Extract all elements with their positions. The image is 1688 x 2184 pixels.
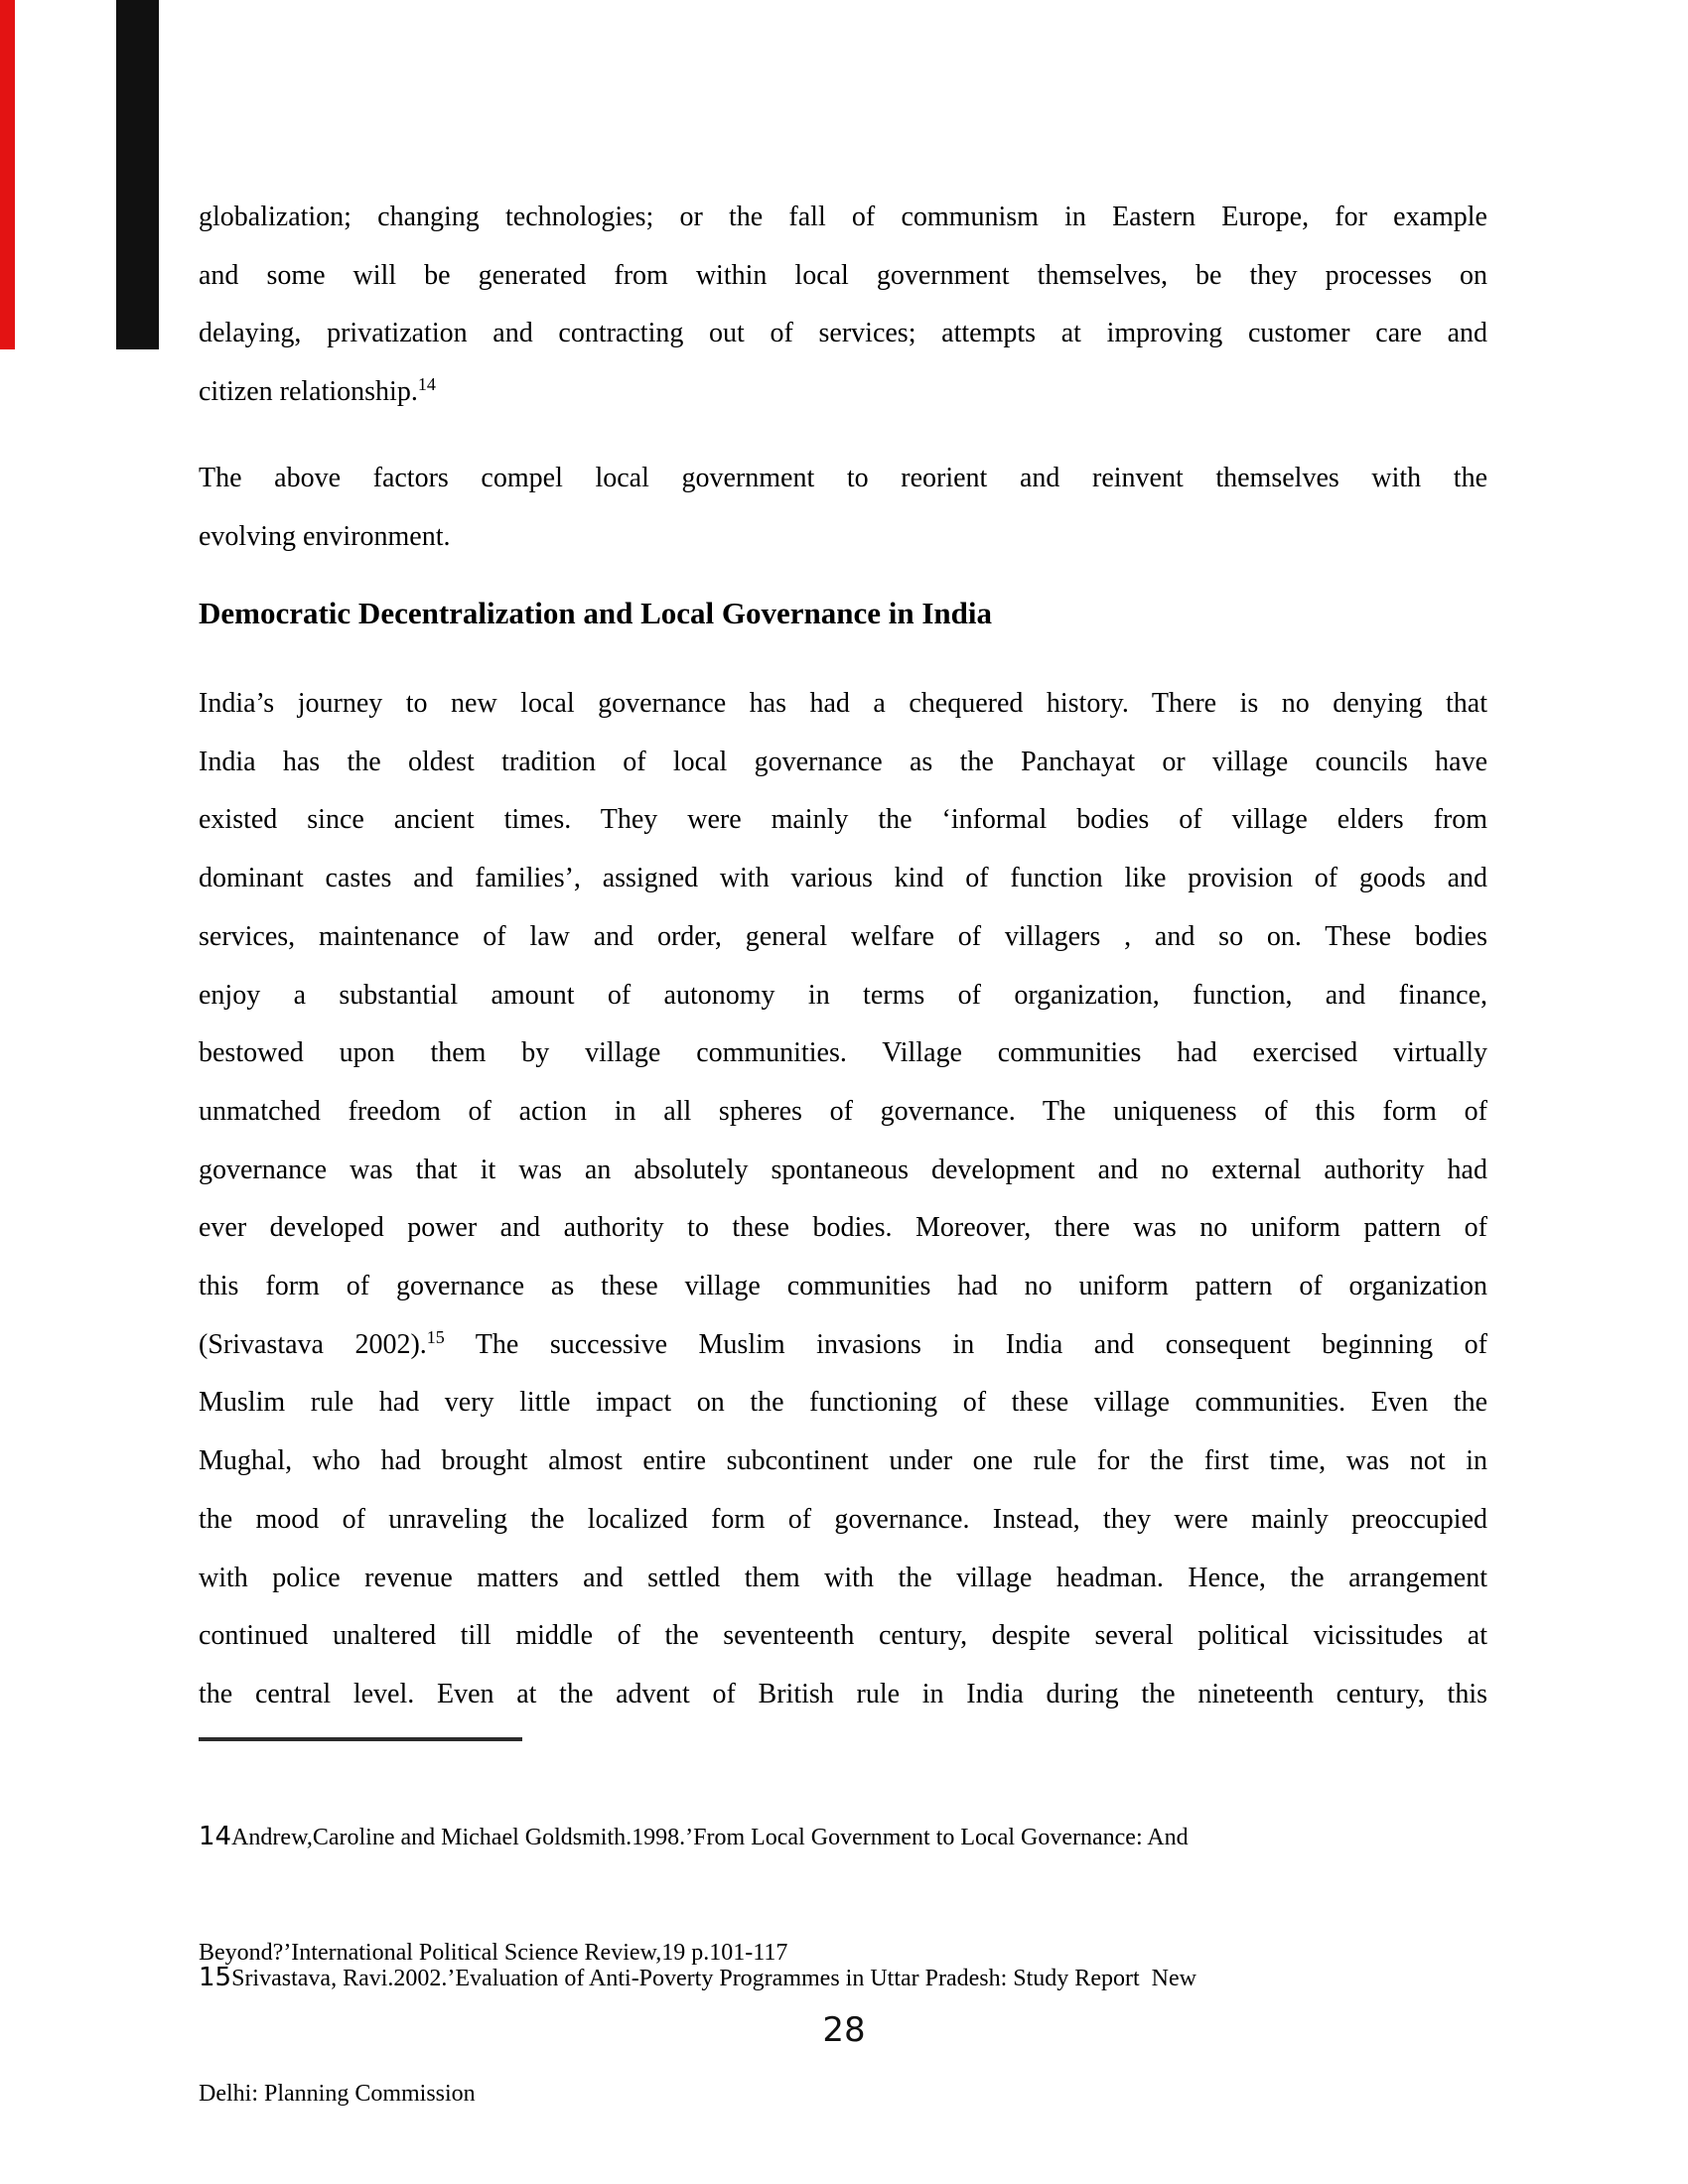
text-run: The successive Muslim invasions in India and consequent beginning of <box>444 1328 1487 1360</box>
black-edge-bar <box>116 0 159 349</box>
text-line: and some will be generated from within local government themselves, be they processes on <box>199 259 1487 291</box>
text-run: citizen relationship. <box>199 376 418 408</box>
footnote-line <box>199 1818 1489 1857</box>
text-line: governance was that it was an absolutely spontaneous development and no external authority had <box>199 1154 1487 1185</box>
text-line: Muslim rule had very little impact on the functioning of these village communities. Even the <box>199 1387 1487 1419</box>
page-number: 28 <box>822 2010 866 2050</box>
footnote-line: Delhi: Planning Commission <box>199 2080 476 2107</box>
text-line: globalization; changing technologies; or the fall of communism in Eastern Europe, for example <box>199 202 1487 232</box>
section-heading: Democratic Decentralization and Local Governance in India <box>199 596 993 630</box>
footnote-line <box>199 1959 1489 1998</box>
footnote-text: Andrew,Caroline and Michael Goldsmith.1998.’From Local Government to Local Governance: And <box>231 1825 1189 1850</box>
text-line: India has the oldest tradition of local governance as the Panchayat or village councils have <box>199 746 1487 777</box>
text-line: unmatched freedom of action in all spheres of governance. The uniqueness of this form of <box>199 1095 1487 1127</box>
text-line: this form of governance as these village communities had no uniform pattern of organization <box>199 1271 1487 1302</box>
text-line: Mughal, who had brought almost entire subcontinent under one rule for the first time, was not in <box>199 1445 1487 1477</box>
citation-text: (Srivastava 2002). <box>199 1328 427 1360</box>
footnote-text: Srivastava, Ravi.2002.’Evaluation of Anti-Poverty Programmes in Uttar Pradesh: Study Report New <box>231 1966 1196 1991</box>
text-line: bestowed upon them by village communities. Village communities had exercised virtually <box>199 1037 1487 1069</box>
text-line: with police revenue matters and settled them with the village headman. Hence, the arrangement <box>199 1562 1487 1593</box>
text-line: The above factors compel local government to reorient and reinvent themselves with the <box>199 463 1487 493</box>
text-line: dominant castes and families’, assigned with various kind of function like provision of goods and <box>199 863 1487 894</box>
text-line: continued unaltered till middle of the seventeenth century, despite several political vicissitudes at <box>199 1620 1487 1652</box>
footnote-reference-15: 15 <box>426 1326 445 1347</box>
text-line: enjoy a substantial amount of autonomy in terms of organization, function, and finance, <box>199 979 1487 1011</box>
body-paragraph-1 <box>199 189 1487 422</box>
red-edge-bar <box>0 0 15 349</box>
footnote-number: 15 <box>199 1963 232 1992</box>
text-line: the central level. Even at the advent of British rule in India during the nineteenth century, this <box>199 1678 1487 1709</box>
text-line: India’s journey to new local governance has had a chequered history. There is no denying that <box>199 688 1487 719</box>
body-paragraph-3 <box>199 675 1487 1724</box>
text-line: the mood of unraveling the localized form of governance. Instead, they were mainly preoccupied <box>199 1503 1487 1535</box>
footnote-line: Beyond?’International Political Science Review,19 p.101-117 <box>199 1939 788 1966</box>
body-paragraph-2 <box>199 450 1487 566</box>
text-line: evolving environment. <box>199 520 451 552</box>
text-line: services, maintenance of law and order, general welfare of villagers , and so on. These bodies <box>199 920 1487 952</box>
text-line: delaying, privatization and contracting out of services; attempts at improving customer care and <box>199 318 1487 349</box>
text-line-with-citation <box>199 1316 1487 1375</box>
text-line <box>199 363 1487 422</box>
text-line: ever developed power and authority to these bodies. Moreover, there was no uniform pattern of <box>199 1212 1487 1244</box>
text-line: existed since ancient times. They were mainly the ‘informal bodies of village elders from <box>199 804 1487 836</box>
footnote-number: 14 <box>199 1822 232 1851</box>
footnote-reference-14: 14 <box>417 374 436 395</box>
